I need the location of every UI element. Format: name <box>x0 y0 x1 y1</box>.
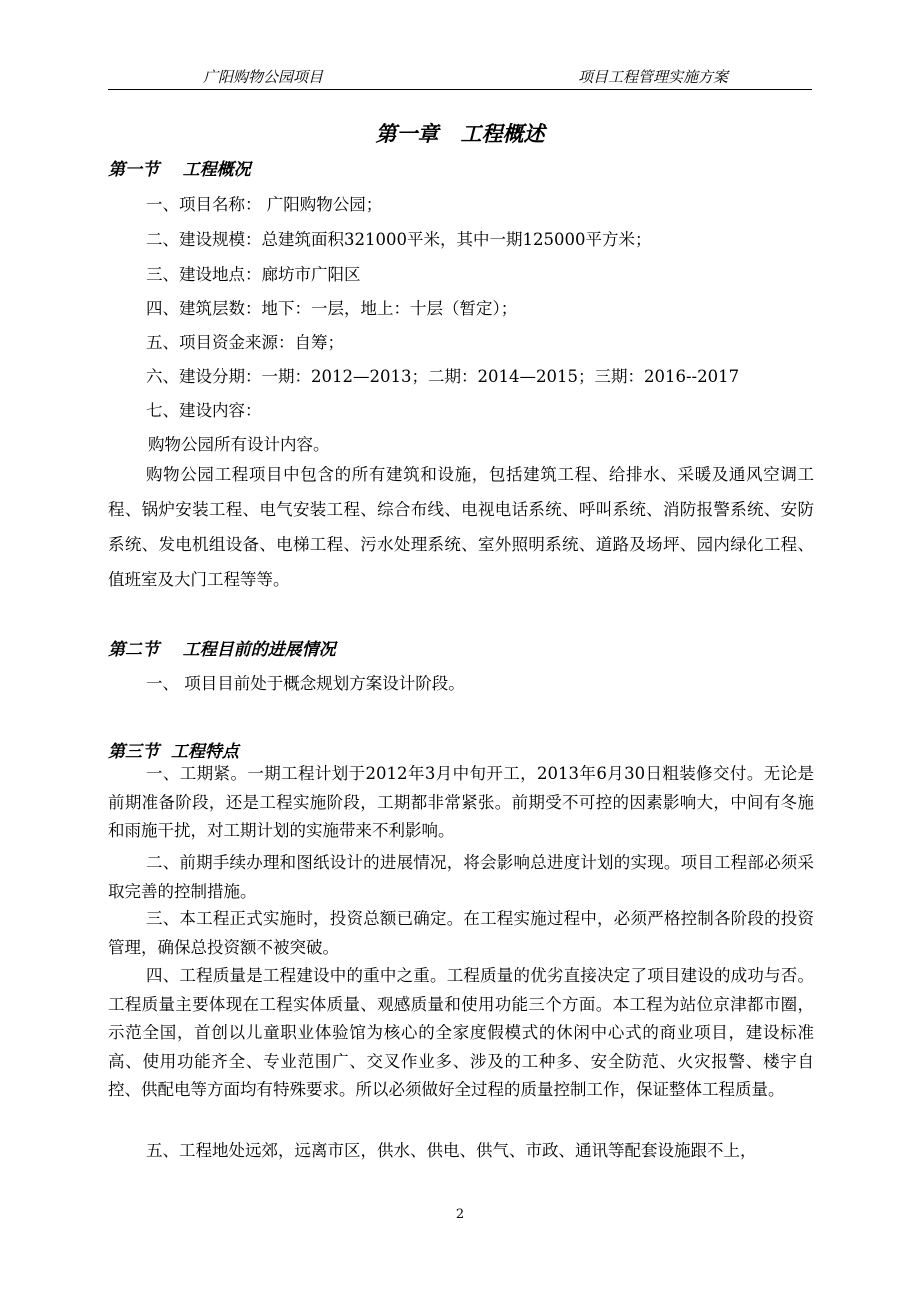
header-project-name: 广阳购物公园项目 <box>203 68 324 86</box>
s1-item-location: 三、建设地点：廊坊市广阳区 <box>146 265 361 284</box>
s1-item-funding: 五、项目资金来源：自筹； <box>146 333 344 352</box>
section-2-title: 第二节 工程目前的进展情况 <box>108 640 336 660</box>
s3-para-permits: 二、前期手续办理和图纸设计的进展情况，将会影响总进度计划的实现。项目工程部必须采取完善的控制措施。 <box>108 853 814 901</box>
chapter-title: 第一章 工程概述 <box>375 122 545 146</box>
header-document-title: 项目工程管理实施方案 <box>578 68 729 86</box>
s1-content-intro: 购物公园所有设计内容。 <box>148 435 330 454</box>
s1-item-phases: 六、建设分期：一期：2012—2013；二期：2014—2015；三期：2016--2017 <box>146 367 740 386</box>
s1-item-floors: 四、建筑层数：地下：一层，地上：十层（暂定）； <box>146 299 518 318</box>
section-3-title: 第三节 工程特点 <box>108 742 239 762</box>
s3-para-quality: 四、工程质量是工程建设中的重中之重。工程质量的优劣直接决定了项目建设的成功与否。工程质量主要体现在工程实体质量、观感质量和使用功能三个方面。本工程为站位京津都市圈，示范全国，首创以儿童职业体验馆为核心的全家度假模式的休闲中心式的商业项目，建设标准高、使用功能齐全、专业范围广、交叉作业多、涉及的工种多、安全防范、火灾报警、楼宇自控、供配电等方面均有特殊要求。所以必须做好全过程的质量控制工作，保证整体工程质量。 <box>108 966 814 1099</box>
s1-item-content-label: 七、建设内容： <box>146 401 262 420</box>
page-number: 2 <box>455 1207 465 1222</box>
s3-para-location: 五、工程地处远郊，远离市区，供水、供电、供气、市政、通讯等配套设施跟不上， <box>146 1141 757 1160</box>
s1-item-scale: 二、建设规模：总建筑面积321000平米，其中一期125000平方米； <box>146 230 652 249</box>
section-1-title: 第一节 工程概况 <box>108 160 251 180</box>
s3-para-investment: 三、本工程正式实施时，投资总额已确定。在工程实施过程中，必须严格控制各阶段的投资管理，确保总投资额不被突破。 <box>108 909 814 957</box>
s3-para-schedule: 一、工期紧。一期工程计划于2012年3月中旬开工，2013年6月30日粗装修交付。无论是前期准备阶段，还是工程实施阶段，工期都非常紧张。前期受不可控的因素影响大，中间有冬施和雨施干扰，对工期计划的实施带来不利影响。 <box>108 764 814 840</box>
s1-content-body: 购物公园工程项目中包含的所有建筑和设施，包括建筑工程、给排水、采暖及通风空调工程、锅炉安装工程、电气安装工程、综合布线、电视电话系统、呼叫系统、消防报警系统、安防系统、发电机组设备、电梯工程、污水处理系统、室外照明系统、道路及场坪、园内绿化工程、值班室及大门工程等等。 <box>108 465 814 589</box>
page-header <box>108 66 812 88</box>
s2-item-progress: 一、 项目目前处于概念规划方案设计阶段。 <box>146 674 465 693</box>
s1-item-project-name: 一、项目名称： 广阳购物公园； <box>146 195 383 214</box>
header-rule <box>108 89 812 90</box>
